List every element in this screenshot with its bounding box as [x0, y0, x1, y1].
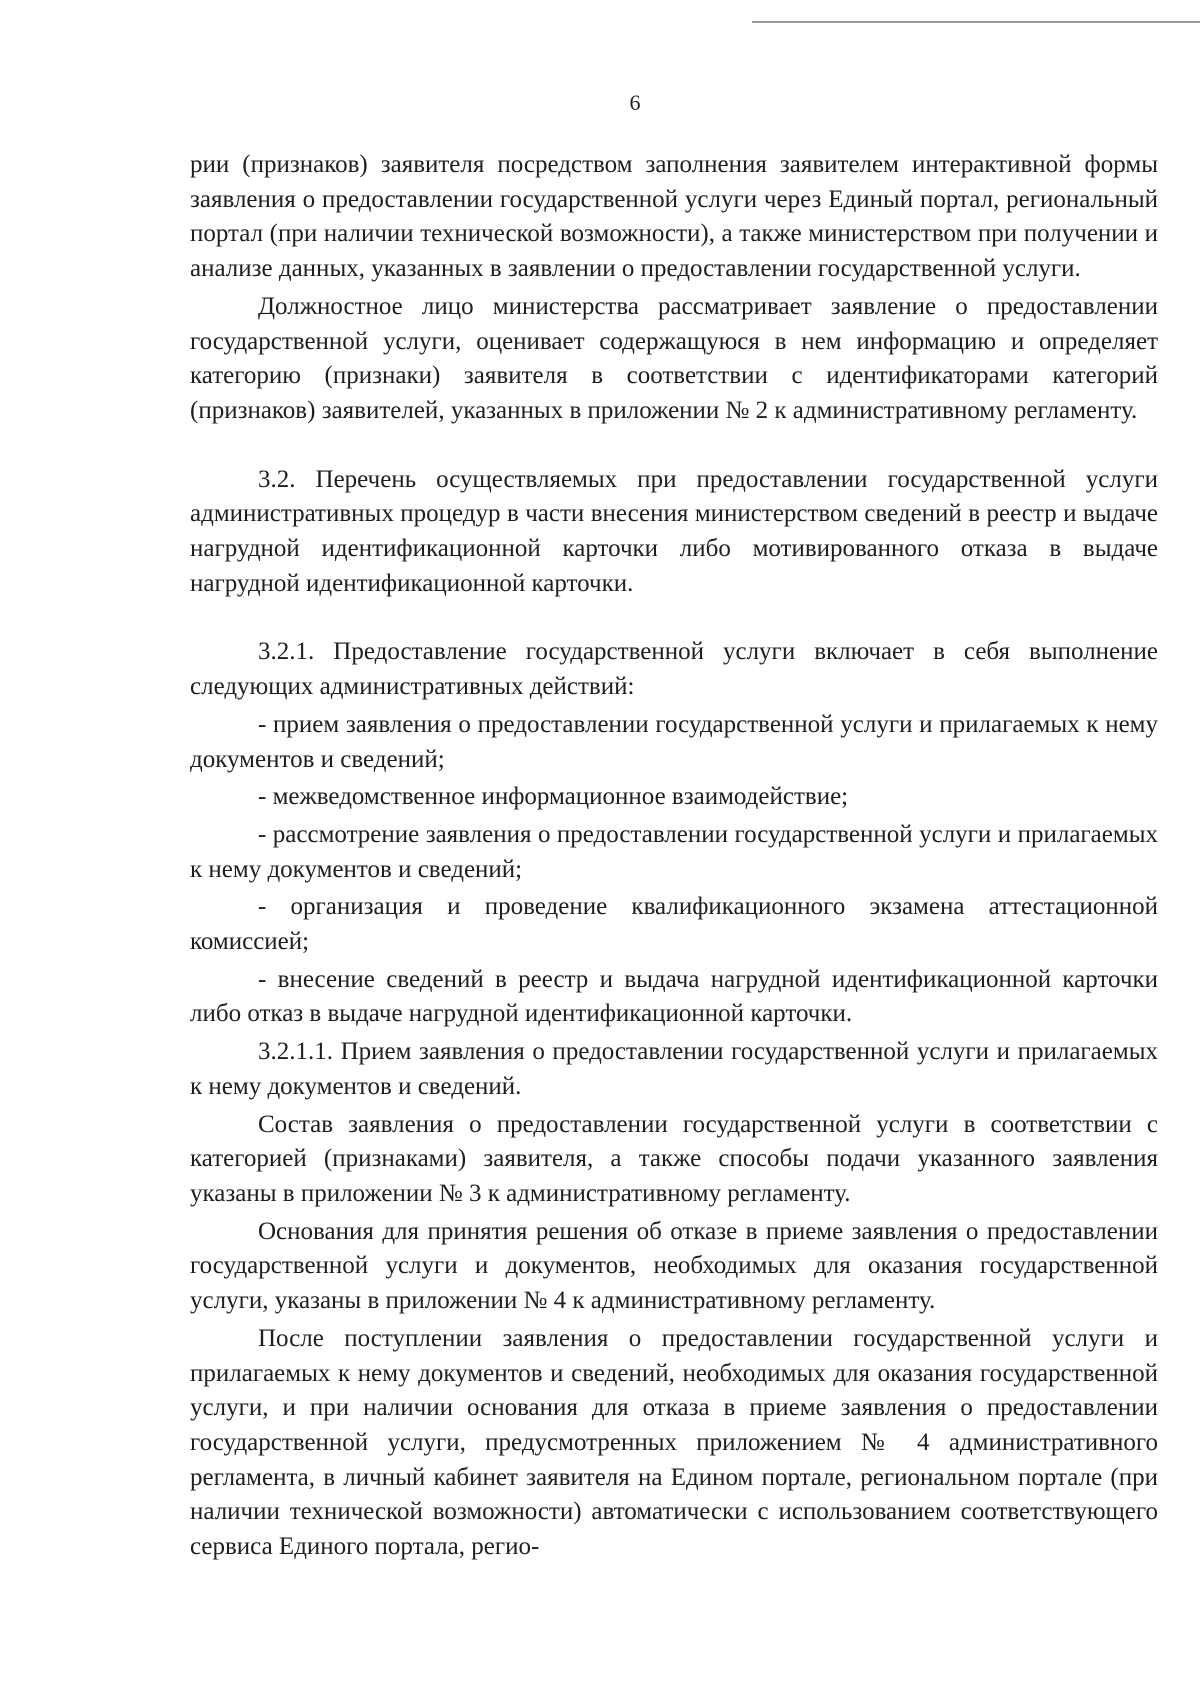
- paragraph-official-review: Должностное лицо министерства рассматривает заявление о предоставлении государственной услуги, оценивает содержащуюся в нем информацию и определяет категорию (признаки) заявителя в соответствии с идентификаторами категорий (признаков) заявителей, указанных в приложении № 2 к административному регламенту.: [190, 292, 1158, 424]
- paragraph-application-composition: Состав заявления о предоставлении государственной услуги в соответствии с категорией (признаками) заявителя, а также способы подачи указанного заявления указаны в приложении № 3 к административному регламенту.: [190, 1110, 1158, 1207]
- paragraph-section-3-2-1-1: 3.2.1.1. Прием заявления о предоставлении государственной услуги и прилагаемых к нему документов и сведений.: [190, 1038, 1158, 1100]
- document-body: [190, 148, 1158, 1565]
- list-item-application-review: - рассмотрение заявления о предоставлении государственной услуги и прилагаемых к нему документов и сведений;: [190, 820, 1158, 883]
- paragraph-refusal-grounds: Основания для принятия решения об отказе в приеме заявления о предоставлении государственной услуги и документов, необходимых для оказания государственной услуги, указаны в приложении № 4 к административному регламенту.: [190, 1217, 1158, 1315]
- paragraph-applicant-category-continuation: рии (признаков) заявителя посредством заполнения заявителем интерактивной формы заявления о предоставлении государственной услуги через Единый портал, региональный портал (при наличии технической возможности), а также министерством при получении и анализе данных, указанных в заявлении о предоставлении государственной услуги.: [190, 151, 1158, 283]
- scan-edge-line: [752, 21, 1200, 23]
- paragraph-section-3-2-1: 3.2.1. Предоставление государственной услуги включает в себя выполнение следующих административных действий:: [190, 638, 1158, 701]
- paragraph-section-3-2: 3.2. Перечень осуществляемых при предоставлении государственной услуги административных процедур в части внесения министерством сведений в реестр и выдаче нагрудной идентификационной карточки либо мотивированного отказа в выдаче нагрудной идентификационной карточки.: [190, 465, 1158, 597]
- paragraph-after-receipt: После поступлении заявления о предоставлении государственной услуги и прилагаемых к нему документов и сведений, необходимых для оказания государственной услуги, и при наличии основания для отказа в приеме заявления о предоставлении государственной услуги, предусмотренных приложением № 4 административного регламента, в личный кабинет заявителя на Едином портале, региональном портале (при наличии технической возможности) автоматически с использованием соответствующего сервиса Единого портала, регио-: [190, 1324, 1158, 1561]
- list-item-interagency-interaction: - межведомственное информационное взаимодействие;: [258, 783, 849, 811]
- list-item-registry-entry: - внесение сведений в реестр и выдача нагрудной идентификационной карточки либо отказ в выдаче нагрудной идентификационной карточки.: [190, 965, 1158, 1028]
- list-item-application-intake: - прием заявления о предоставлении государственной услуги и прилагаемых к нему документов и сведений;: [190, 710, 1158, 773]
- list-item-qualification-exam: - организация и проведение квалификационного экзамена аттестационной комиссией;: [190, 893, 1158, 956]
- page-number: 6: [629, 90, 641, 115]
